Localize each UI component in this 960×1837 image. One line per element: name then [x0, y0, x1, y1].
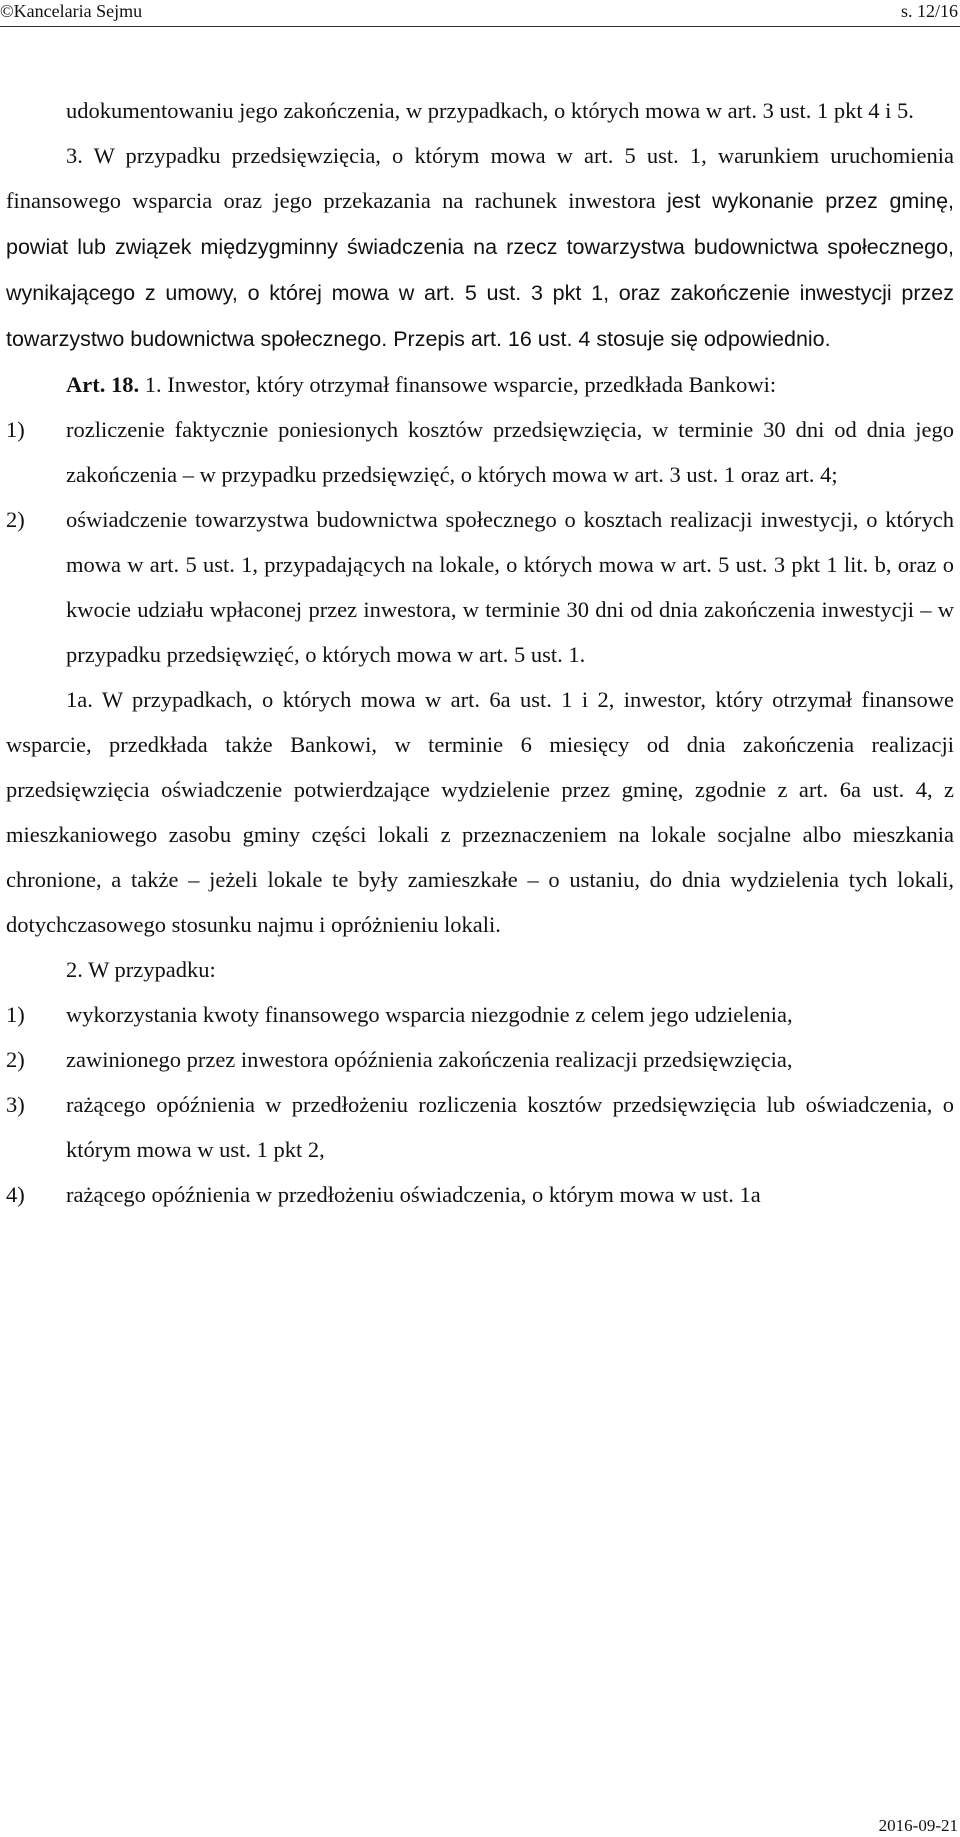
- paragraph-continuation: udokumentowaniu jego zakończenia, w przypadkach, o których mowa w art. 3 ust. 1 pkt 4 i 5.: [66, 98, 914, 123]
- article-18-intro: [6, 362, 954, 407]
- list-item: [6, 992, 954, 1037]
- list-item-text: rażącego opóźnienia w przedłożeniu rozliczenia kosztów przedsięwzięcia lub oświadczenia, o którym mowa w ust. 1 pkt 2,: [66, 1092, 954, 1162]
- list-item: [6, 407, 954, 497]
- page-number: s. 12/16: [900, 1, 958, 21]
- paragraph-3-part-b: jest wykonanie przez gminę, powiat lub związek międzygminny świadczenia na rzecz towarzystwa budownictwa społecznego, wynikającego z umowy, o której mowa w art. 5 ust. 3 pkt 1, oraz zakończenie inwestycji przez towarzystwo budownictwa społecznego. Przepis art. 16 ust. 4 stosuje się odpowiednio.: [6, 189, 955, 351]
- article-18-text: 1. Inwestor, który otrzymał finansowe wsparcie, przedkłada Bankowi:: [139, 372, 777, 397]
- page-header: [0, 0, 960, 30]
- copyright-label: ©Kancelaria Sejmu: [0, 1, 143, 21]
- header-rule: [0, 26, 960, 27]
- document-date: 2016-09-21: [878, 1816, 958, 1835]
- paragraph-3-part-a: 3. W przypadku przedsięwzięcia, o którym mowa w art. 5 ust. 1, warunkiem uruchomienia finansowego wsparcia oraz jego przekazania na rachunek inwestora: [6, 143, 954, 213]
- list-item: [6, 1082, 954, 1172]
- document-body: [6, 88, 954, 1217]
- paragraph-3: [6, 133, 954, 362]
- list-item-number: 1): [6, 417, 25, 442]
- list-item-number: 4): [6, 1182, 25, 1207]
- paragraph-2: 2. W przypadku:: [66, 957, 216, 982]
- list-item-text: wykorzystania kwoty finansowego wsparcia niezgodnie z celem jego udzielenia,: [66, 1002, 793, 1027]
- list-item-number: 2): [6, 1047, 25, 1072]
- article-title: Art. 18.: [66, 372, 140, 397]
- list-item-text: zawinionego przez inwestora opóźnienia zakończenia realizacji przedsięwzięcia,: [66, 1047, 793, 1072]
- list-item-text: rażącego opóźnienia w przedłożeniu oświadczenia, o którym mowa w ust. 1a: [66, 1182, 761, 1207]
- paragraph-1a: 1a. W przypadkach, o których mowa w art. 6a ust. 1 i 2, inwestor, który otrzymał finansowe wsparcie, przedkłada także Bankowi, w terminie 6 miesięcy od dnia zakończenia realizacji przedsięwzięcia oświadczenie potwierdzające wydzielenie przez gminę, zgodnie z art. 6a ust. 4, z mieszkaniowego zasobu gminy części lokali z przeznaczeniem na lokale socjalne albo mieszkania chronione, a także – jeżeli lokale te były zamieszkałe – o ustaniu, do dnia wydzielenia tych lokali, dotychczasowego stosunku najmu i opróżnieniu lokali.: [6, 687, 954, 937]
- list-item-text: rozliczenie faktycznie poniesionych kosztów przedsięwzięcia, w terminie 30 dni od dnia jego zakończenia – w przypadku przedsięwzięć, o których mowa w art. 3 ust. 1 oraz art. 4;: [66, 417, 954, 487]
- list-item: [6, 1172, 954, 1217]
- list-item-text: oświadczenie towarzystwa budownictwa społecznego o kosztach realizacji inwestycji, o których mowa w art. 5 ust. 1, przypadających na lokale, o których mowa w art. 5 ust. 3 pkt 1 lit. b, oraz o kwocie udziału wpłaconej przez inwestora, w terminie 30 dni od dnia zakończenia inwestycji – w przypadku przedsięwzięć, o których mowa w art. 5 ust. 1.: [66, 507, 954, 667]
- list-item-number: 3): [6, 1092, 25, 1117]
- list-item-number: 1): [6, 1002, 25, 1027]
- list-item: [6, 497, 954, 677]
- list-item-number: 2): [6, 507, 25, 532]
- list-item: [6, 1037, 954, 1082]
